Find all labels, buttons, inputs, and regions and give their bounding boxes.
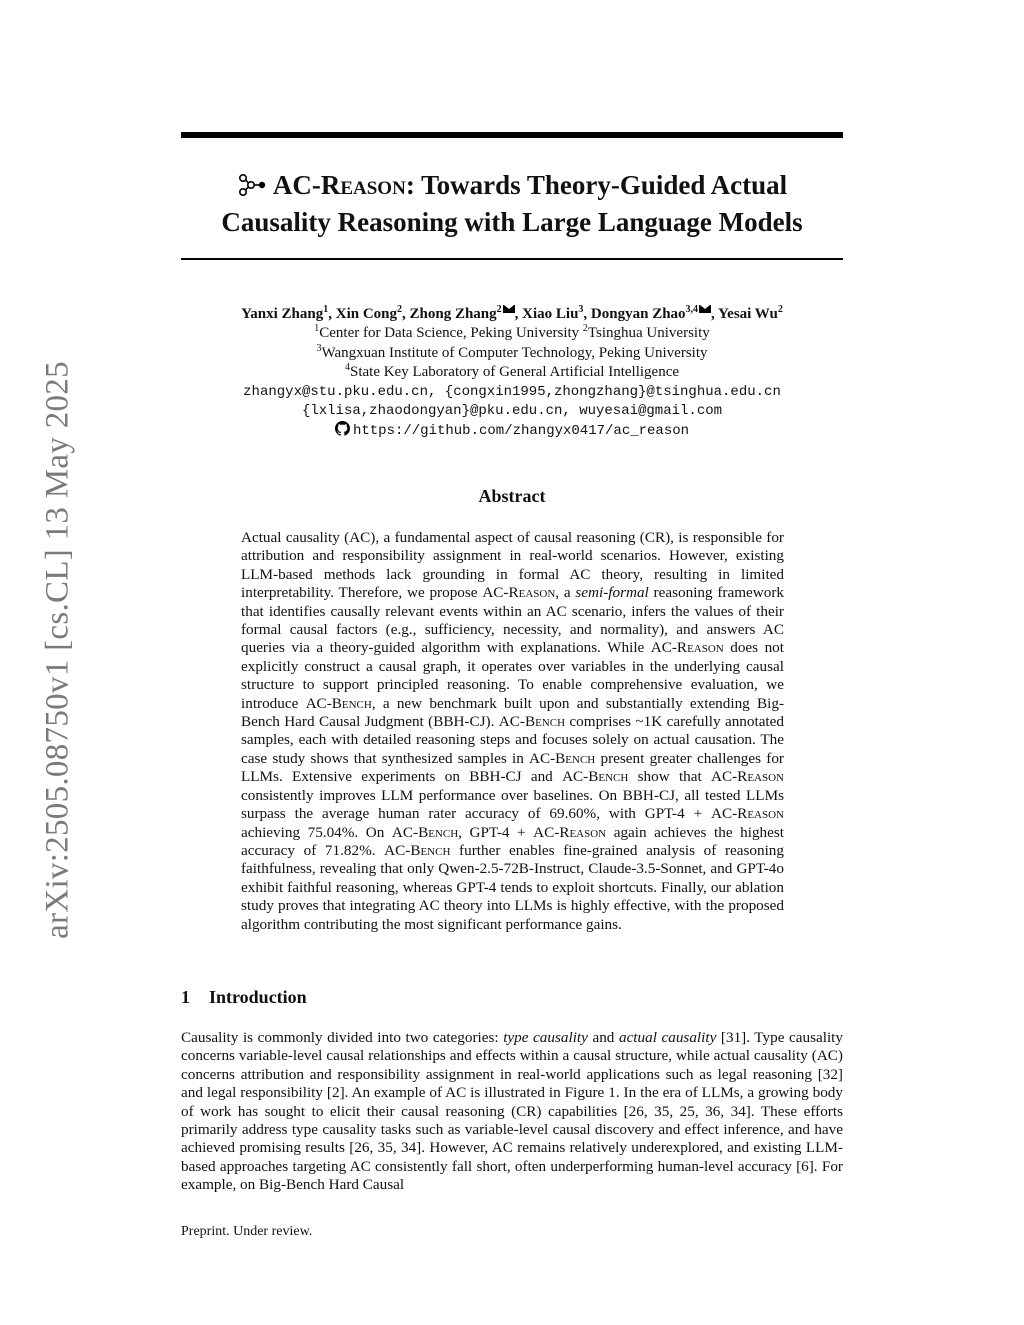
- title-system-name: AC-Reason: [272, 170, 406, 200]
- affiliation-line-2: [181, 344, 843, 363]
- author-name: Xin Cong: [335, 306, 398, 322]
- author-name: Yesai Wu: [718, 306, 778, 322]
- paper-title: [181, 168, 843, 239]
- author-name: Dongyan Zhao: [590, 306, 686, 322]
- abstract-body: Actual causality (AC), a fundamental aspect of causal reasoning (CR), is responsible for attribution and responsibility assignment in real-world scenarios. However, existing LLM-based methods lack grounding in formal AC theory, resulting in limited interpretability. Therefore, we propose AC-Reason, a semi-formal reasoning framework that identifies causally relevant events within an AC scenario, infers the values of their formal causal factors (e.g., sufficiency, necessity, and normality), and answers AC queries via a theory-guided algorithm with explanations. While AC-Reason does not explicitly construct a causal graph, it operates over variables in the underlying causal structure to support principled reasoning. To enable comprehensive evaluation, we introduce AC-Bench, a new benchmark built upon and substantially extending Big-Bench Hard Causal Judgment (BBH-CJ). AC-Bench comprises ~1K carefully annotated samples, each with detailed reasoning steps and focuses solely on actual causation. The case study shows that synthesized samples in AC-Bench present greater challenges for LLMs. Extensive experiments on BBH-CJ and AC-Bench show that AC-Reason consistently improves LLM performance over baselines. On BBH-CJ, all tested LLMs surpass the average human rater accuracy of 69.60%, with GPT-4 + AC-Reason achieving 75.04%. On AC-Bench, GPT-4 + AC-Reason again achieves the highest accuracy of 71.82%. AC-Bench further enables fine-grained analysis of reasoning faithfulness, revealing that only Qwen-2.5-72B-Instruct, Claude-3.5-Sonnet, and GPT-4o exhibit faithful reasoning, whereas GPT-4 tends to exploit shortcuts. Finally, our ablation study proves that integrating AC theory into LLMs is highly effective, with the proposed algorithm contributing the most significant performance gains.: [241, 529, 785, 933]
- affiliation-line-3: [181, 363, 843, 382]
- affil-mark: 3: [316, 342, 322, 354]
- introduction-paragraph: Causality is commonly divided into two categories: type causality and actual causality [31]. Type causality concerns variable-level causal relationships and effects within a causal structure, while actual causality (AC) concerns attribution and responsibility assignment in real-world applications such as legal reasoning [32] and legal responsibility [2]. An example of AC is illustrated in Figure 1. In the era of LLMs, a growing body of work has sought to elicit their causal reasoning (CR) capabilities [26, 35, 25, 36, 34]. These efforts primarily address type causality tasks such as variable-level causal discovery and effect inference, and have achieved promising results [26, 35, 34]. However, AC remains relatively underexplored, and existing LLM-based approaches targeting AC consistently fall short, often underperforming human-level accuracy [6]. For example, on Big-Bench Hard Causal: [181, 1029, 843, 1194]
- email-line-1[interactable]: zhangyx@stu.pku.edu.cn, {congxin1995,zhongzhang}@tsinghua.edu.cn: [243, 383, 781, 400]
- author-affil-mark: 2: [496, 304, 502, 315]
- author-name: Yanxi Zhang: [241, 306, 324, 322]
- abstract-heading: Abstract: [478, 486, 546, 506]
- github-icon: [335, 421, 350, 442]
- title-line2: Causality Reasoning with Large Language Models: [221, 206, 803, 237]
- author-affil-mark: 3,4: [685, 304, 699, 315]
- title-line1: : Towards Theory-Guided Actual: [405, 170, 788, 200]
- author-affil-mark: 2: [777, 304, 783, 315]
- section-number: 1: [181, 987, 190, 1007]
- author-names: Yanxi Zhang$^1$, Xin Cong$^2$, Zhong Zhang$^2$ , Xiao Liu$^3$, Dongyan Zhao$^{3,4}$ , Yesai Wu$^2$: [241, 304, 783, 322]
- affiliation: State Key Laboratory of General Artificial Intelligence: [349, 364, 680, 381]
- author-name: Xiao Liu: [522, 306, 579, 322]
- author-affil-mark: 2: [397, 304, 403, 315]
- footer-note: Preprint. Under review.: [181, 1224, 313, 1239]
- affil-mark: 4: [344, 362, 350, 374]
- affiliation-line-1: [181, 324, 843, 343]
- affiliation: Tsinghua University: [587, 325, 710, 342]
- title-bottom-rule: [181, 258, 843, 260]
- author-affil-mark: 3: [578, 304, 584, 315]
- author-block: [181, 305, 843, 443]
- section-title: Introduction: [209, 987, 307, 1007]
- affil-mark: 2: [582, 323, 588, 335]
- title-top-rule: [181, 132, 843, 138]
- envelope-icon: [503, 305, 515, 313]
- section-heading-introduction: [181, 987, 307, 1008]
- author-name: Zhong Zhang: [409, 306, 497, 322]
- affil-mark: 1: [314, 323, 320, 335]
- affiliation: Center for Data Science, Peking University: [319, 325, 580, 342]
- repo-link[interactable]: https://github.com/zhangyx0417/ac_reason: [352, 423, 690, 440]
- repo-link-row[interactable]: [181, 421, 843, 442]
- author-affil-mark: 1: [323, 304, 329, 315]
- graph-logo-icon: [237, 171, 267, 205]
- envelope-icon: [699, 305, 711, 313]
- email-line-2[interactable]: {lxlisa,zhaodongyan}@pku.edu.cn, wuyesai@gmail.com: [301, 403, 723, 420]
- arxiv-stamp: arXiv:2505.08750v1 [cs.CL] 13 May 2025: [39, 361, 76, 939]
- affiliation: Wangxuan Institute of Computer Technology, Peking University: [321, 344, 708, 361]
